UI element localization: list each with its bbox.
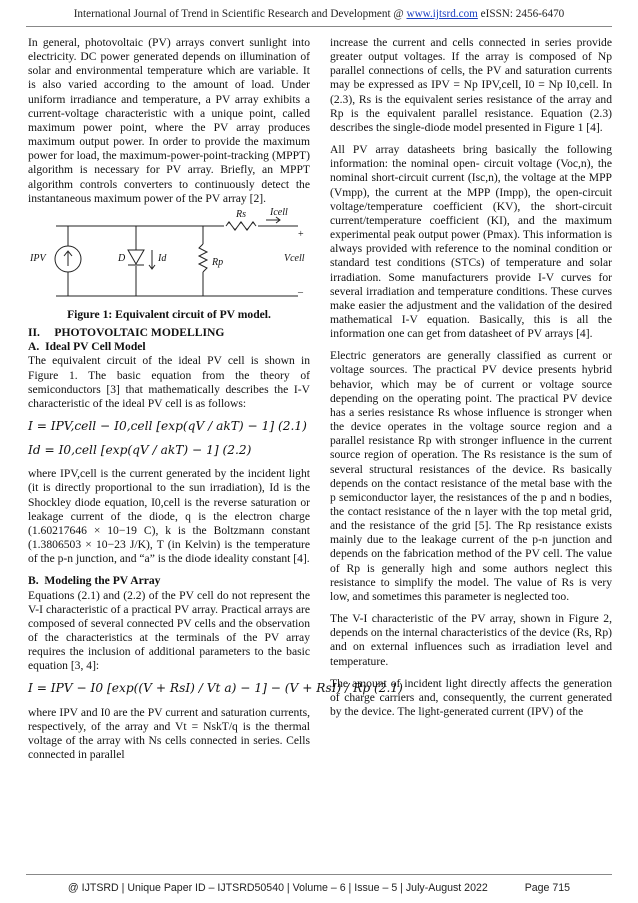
section-heading: II. PHOTOVOLTAIC MODELLING xyxy=(28,326,225,340)
header-rule xyxy=(26,26,612,27)
eissn: eISSN: 2456-6470 xyxy=(480,8,565,20)
variables-paragraph: where IPV,cell is the current generated by the incident light (it is directly proportional to the sun irradiation), Id is the Shockley diode equation, I0,cell is the reverse saturation or leakage current of the diode, q is the electron charge (1.60217646 × 10−19 C), k is the Boltzmann constant (1.3806503 × 10−23 J/K), T (in Kelvin) is the temperature of the p-n junction, and “a” is the diode ideality constant [4]. xyxy=(28,467,310,566)
label-d: D xyxy=(118,252,126,264)
label-rp: Rp xyxy=(212,256,224,268)
equation-2-1-array: I = IPV − I0 [exp((V + RsI) / Vt a) − 1] − (V + RsI) / Rp (2.1) xyxy=(28,681,403,696)
running-header xyxy=(0,8,638,20)
journal-name: International Journal of Trend in Scientific Research and Development @ xyxy=(73,8,404,20)
ideal-cell-paragraph: The equivalent circuit of the ideal PV cell is shown in Figure 1. The basic equation from the theory of semiconductors [3] that mathematically describes the I-V characteristic of the ideal PV cell is as follows: xyxy=(28,354,310,410)
equation-2-2: Id = I0,cell [exp(qV / akT) − 1] (2.2) xyxy=(28,443,252,458)
left-column xyxy=(28,36,403,770)
label-icell: Icell xyxy=(270,206,288,218)
label-ipv: IPV xyxy=(30,252,46,264)
diode-symbol xyxy=(128,250,144,264)
intro-paragraph: In general, photovoltaic (PV) arrays convert sunlight into electricity. DC power generated depends on illumination of solar and environmental temperature which are variable. It is also varied according to the amount of load. Under uniform irradiance and temperature, a PV array exhibits a current-voltage characteristic with a unique point, called maximum power point, where the PV array produces maximum output power. In order to provide the maximum power for load, the maximum-power-point-tracking (MPPT) algorithm is necessary for PV array. Briefly, an MPPT algorithm controls converters to continuously detect the instantaneous maximum power of the PV array [2]. xyxy=(28,36,310,205)
equation-2-1: I = IPV,cell − I0,cell [exp(qV / akT) − 1] (2.1) xyxy=(28,418,307,433)
parallel-cells-paragraph: increase the current and cells connected in series provide greater output voltages. If the array is composed of Np parallel connections of cells, the PV and saturation currents may be expressed as IPV = Np IPV,cell, I0 = Np I0,cell. In (2.3), Rs is the equivalent series resistance of the array and Rp is the equivalent parallel resistance. Equation (2.3) describes the single-diode model presented in Figure 1 [4]. xyxy=(330,36,612,134)
equivalent-circuit-figure xyxy=(28,206,310,304)
footer-info: @ IJTSRD | Unique Paper ID – IJTSRD50540 | Volume – 6 | Issue – 5 | July-August 2022 xyxy=(67,882,488,894)
label-plus: + xyxy=(298,228,304,240)
pv-array-paragraph: Equations (2.1) and (2.2) of the PV cell do not represent the V-I characteristic of a practical PV array. Practical arrays are composed of several connected PV cells and the observation of the characteristics at the terminals of the PV array requires the inclusion of additional parameters to the basic equation [3, 4]: xyxy=(28,588,310,673)
journal-website-link[interactable]: www.ijtsrd.com xyxy=(406,8,478,20)
label-vcell: Vcell xyxy=(284,252,305,264)
label-rs: Rs xyxy=(236,208,246,220)
footer-rule xyxy=(26,874,612,875)
figure-caption: Figure 1: Equivalent circuit of PV model. xyxy=(67,307,271,321)
circuit-diagram xyxy=(28,216,310,304)
rp-resistor-symbol xyxy=(199,244,207,272)
generators-paragraph: Electric generators are generally classified as current or voltage sources. The practical PV device presents hybrid behavior, which may be of current or voltage source depending on the operating point. The practical PV device has a series resistance Rs whose influence is stronger when the device operates in the voltage source region and a parallel resistance Rp with stronger influence in the current source region of operation. The Rs resistance is the sum of several structural resistances of the device. Rs basically depends on the contact resistance of the metal base with the p semiconductor layer, the resistances of the p and n bodies, the contact resistance of the n layer with the top metal grid, and the resistance of the grid [5]. The Rp resistance exists mainly due to the leakage current of the p-n junction and depends on the fabrication method of the PV cell. The value of Rp is generally high and some authors neglect this resistance to simplify the model. The value of Rs is very low, and sometimes this parameter is neglected too. xyxy=(330,349,612,603)
subsection-heading-b: B. Modeling the PV Array xyxy=(28,574,161,588)
right-column xyxy=(330,36,612,727)
incident-light-paragraph: The amount of incident light directly affects the generation of charge carriers and, consequently, the current generated by the device. The light-generated current (IPV) of the xyxy=(330,676,612,719)
currents-paragraph: where IPV and I0 are the PV current and saturation currents, respectively, of the array and Vt = NskT/q is the thermal voltage of the array with Ns cells connected in series. Cells connected in parallel xyxy=(28,705,310,762)
page-number: Page 715 xyxy=(524,882,571,894)
label-id: Id xyxy=(158,252,167,264)
datasheet-paragraph: All PV array datasheets bring basically the following information: the nominal open- circuit voltage (Voc,n), the nominal short-circuit current (Isc,n), the voltage at the MPP (Vmpp), the current at the MPP (Impp), the open-circuit voltage/temperature coefficient (KV), the short-circuit current/temperature coefficient (KI), and the maximum experimental peak output power (Pmax). This information is always provided with reference to the nominal condition or standard test conditions (STCs) of temperature and solar irradiation. Some manufacturers provide I-V curves for several irradiation and temperature conditions. These curves make easier the adjustment and the validation of the desired mathematical I-V equation. Basically, this is all the information one can get from datasheet of PV arrays [4]. xyxy=(330,143,612,341)
page-footer xyxy=(0,882,638,894)
subsection-heading-a: A. Ideal PV Cell Model xyxy=(28,340,146,354)
label-minus: – xyxy=(298,286,303,298)
vi-characteristic-paragraph: The V-I characteristic of the PV array, shown in Figure 2, depends on the internal characteristics of the device (Rs, Rp) and on external influences such as irradiation level and temperature. xyxy=(330,612,613,668)
